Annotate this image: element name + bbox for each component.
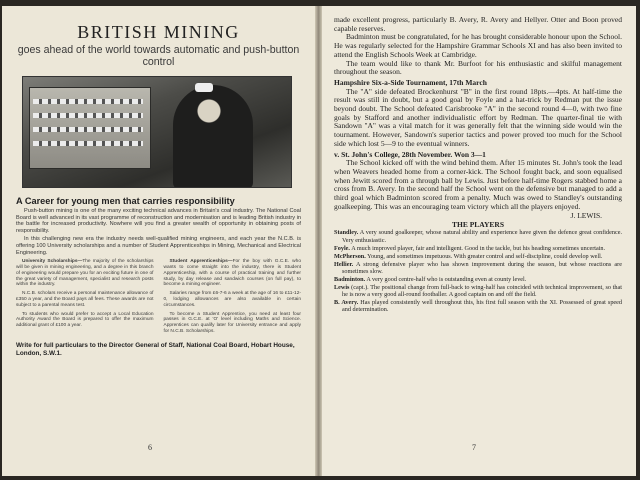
page-number-left: 6	[148, 443, 152, 452]
report-paragraph: The School kicked off with the wind behind them. After 15 minutes St. John's took the lead when Weavers headed home from a corner-kick. The School fought back, and soon equalised when Jewitt scored from a through ball by Lewis. Just before half-time Rogers stabbed home a cross from B. Avery. In the second half the School went on the defensive but managed to add a third goal which Badminton scored from a penalty. Much was owed to Standley's outstanding goalkeeping. This was an encouraging team victory which all the players enjoyed.	[334, 158, 622, 211]
player-entry: B. Avery. Has played consistently well throughout this, his first full season with the XI. Possessed of great speed and determination.	[334, 299, 622, 314]
button-row	[33, 127, 143, 132]
column-scholarships	[16, 259, 154, 338]
column-paragraph: To become a Student Apprentice, you need at least four passes in G.C.E. at 'O' level including Maths and Science. Apprentices can qualify later for University entrance and apply for N.C.B. Scholarships.	[163, 311, 301, 334]
contact-line: Write for full particulars to the Director General of Staff, National Coal Board, Hobart House, London, S.W.1.	[16, 341, 295, 357]
player-entry: Hellier. A strong defensive player who has shown improvement during the season, but whose reactions are sometimes slow.	[334, 260, 622, 275]
column-paragraph: N.C.B. scholars receive a personal maintenance allowance of £350 a year, and the Board pays all fees. These awards are not subject to a parental means test.	[16, 291, 154, 308]
section-heading: v. St. John's College, 28th November. Won 3—1	[334, 149, 486, 159]
column-paragraph: To students who would prefer to accept a Local Education Authority Award the Board is prepared to offer the maximum additional grant of £100 a year.	[16, 311, 154, 329]
book-gutter	[315, 6, 322, 476]
right-page	[322, 6, 636, 476]
ad-headline: BRITISH MINING	[77, 22, 240, 42]
column-paragraph: University Scholarships—The majority of the scholarships will be given in mining engineering, and a degree in this branch of engineering would prepare you for an exciting future in one of the great variety of management, specialist and research posts within the industry.	[16, 259, 154, 288]
button-row	[33, 141, 143, 146]
players-heading: THE PLAYERS	[451, 220, 505, 230]
column-apprenticeships	[164, 259, 302, 338]
intro-paragraph: In this challenging new era the industry needs well-qualified mining engineers, and each year the N.C.B. is offering 100 University scholarships and a number of Student Apprenticeships in Mining, Mechanical and Electrical Engineering.	[16, 236, 301, 256]
career-heading: A Career for young men that carries responsibility	[16, 196, 235, 206]
button-row	[33, 113, 143, 118]
report-paragraph: Badminton must be congratulated, for he has brought considerable honour upon the School. He was regularly selected for the Hampshire Grammar Schools XI and has also been invited to attend the English Schools Week at Cambridge.	[334, 32, 622, 59]
section-heading: Hampshire Six-a-Side Tournament, 17th March	[334, 77, 487, 87]
intro-paragraph: Push-button mining is one of the many exciting technical advances in Britain's coal industry. The National Coal Board is well advanced in its vast programme of reconstruction and modernisation and is leading British industry in the battle for increased productivity. Nowhere will you find a greater wealth of opportunity in obtaining posts of responsibility.	[16, 208, 301, 234]
left-page	[2, 6, 315, 476]
page-number-right: 7	[472, 443, 476, 452]
player-entry: Foyle. A much improved player, fair and intelligent. Good in the tackle, but his heading sometimes uncertain.	[334, 244, 606, 252]
author-signature: J. LEWIS.	[570, 211, 602, 221]
helmet-lamp	[195, 83, 213, 92]
column-paragraph: Salaries range from £6-7-6 a week at the age of 16 to £11-12-0, lodging allowances are also available in certain circumstances.	[163, 291, 301, 308]
control-room-photo	[22, 76, 292, 188]
miner-figure	[173, 85, 253, 188]
player-entry: Badminton. A very good centre-half who is outstanding even at county level.	[334, 276, 527, 284]
report-paragraph: The team would like to thank Mr. Burfoot for his enthusiastic and skilful management throughout the season.	[334, 58, 622, 77]
player-entry: Standley. A very sound goalkeeper, whose natural ability and experience have given the defence great confidence. Very enthusiastic.	[334, 229, 622, 244]
player-entry: McPherson. Young, and sometimes impetuous. With greater control and self-discipline, could develop well.	[334, 252, 603, 260]
ad-subhead: goes ahead of the world towards automatic and push-button control	[17, 44, 300, 68]
two-column-text	[16, 259, 301, 338]
report-paragraph: made excellent progress, particularly B. Avery, R. Avery and Hellyer. Otter and Boon proved capable reserves.	[334, 15, 622, 33]
button-row	[33, 99, 143, 104]
column-paragraph: Student Apprenticeships—For the boy with G.C.E. who wants to come straight into the industry, there is Student Apprenticeship, with a course of practical training and further study, by day release and sandwich courses (on full pay), to become a mining engineer.	[163, 259, 301, 288]
report-paragraph: The "A" side defeated Brockenhurst "B" in the first round 18pts.—4pts. At half-time the result was still in doubt, but a good goal by Foyle and a hat-trick by Redman put the issue beyond doubt. The School defeated Carisbrooke "A" in the second round 4—0, with two fine goals by Stafford and another individualistic effort by Redman. The quarter-final tie with Sandown "A" was a vital match for it was generally felt that the winning side would win the tournament. However, Sandown's superior tactics and power proved too much for the School side which lost 5—9 to the eventual winners.	[334, 86, 622, 148]
player-entry: Lewis (capt.). The positional change from full-back to wing-half has coincided with technical improvement, so that he is now a very good all-round footballer. A good captain on and off the field.	[334, 284, 622, 299]
